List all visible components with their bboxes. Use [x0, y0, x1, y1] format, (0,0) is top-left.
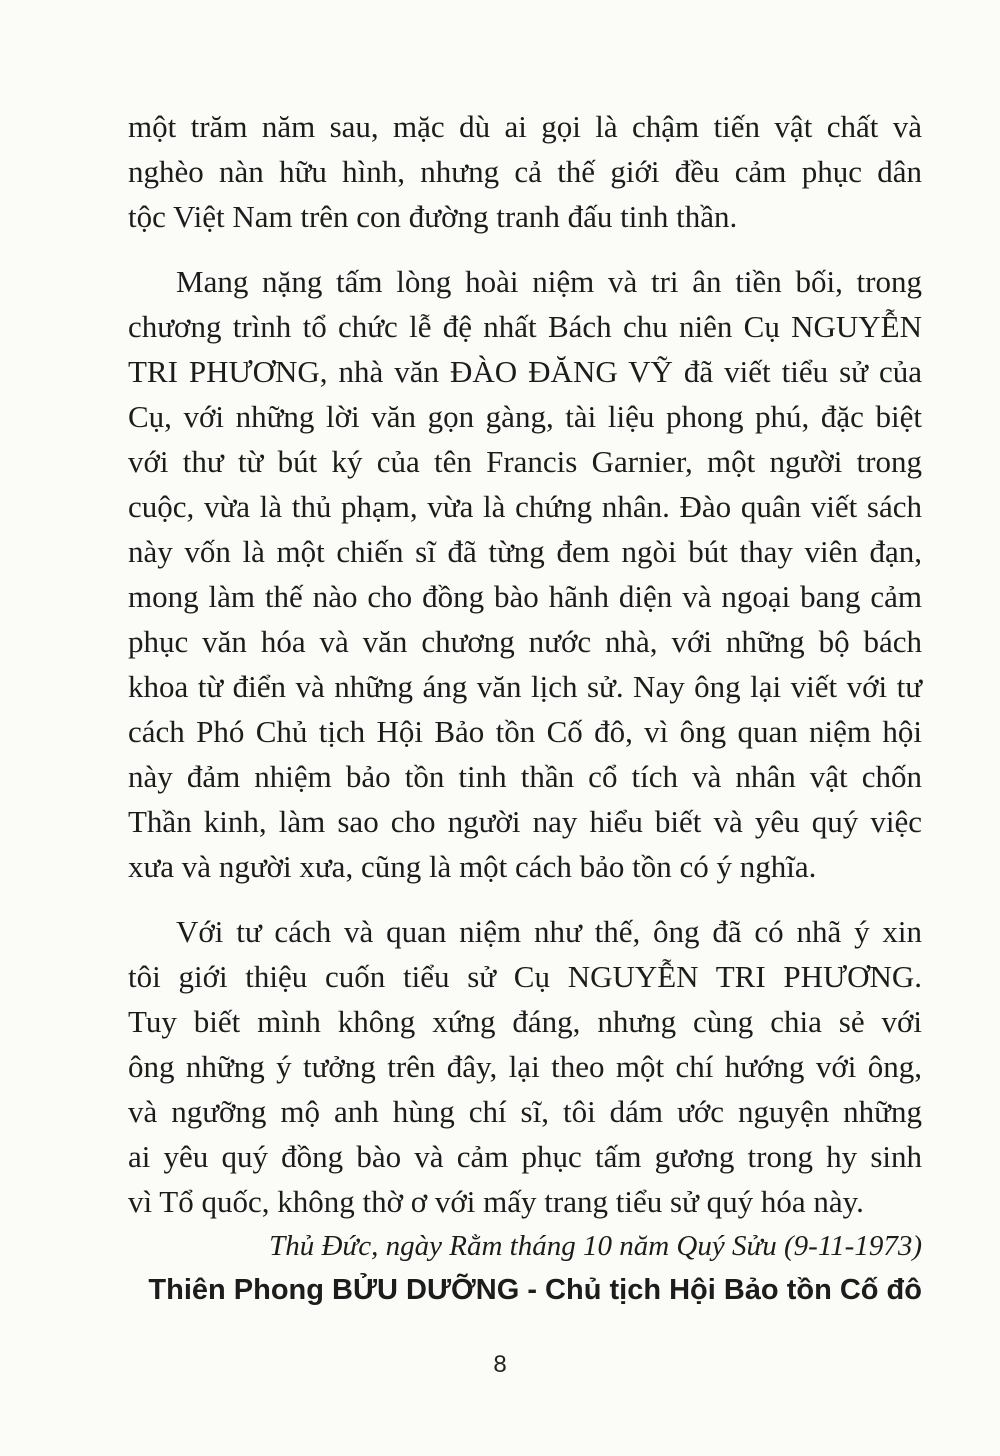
text-line: với thư từ bút ký của tên Francis Garnier, một người trong [128, 444, 922, 479]
text-line: TRI PHƯƠNG, nhà văn ĐÀO ĐĂNG VỸ đã viết tiểu sử của [128, 354, 922, 389]
text-line: tôi giới thiệu cuốn tiểu sử Cụ NGUYỄN TRI PHƯƠNG. [128, 959, 922, 994]
author-signature: Thiên Phong BỬU DƯỠNG - Chủ tịch Hội Bảo tồn Cố đô [148, 1274, 922, 1306]
text-line: này vốn là một chiến sĩ đã từng đem ngòi bút thay viên đạn, [128, 534, 922, 569]
page-number: 8 [493, 1351, 507, 1378]
text-line: nghèo nàn hữu hình, nhưng cả thế giới đều cảm phục dân [128, 154, 922, 189]
text-line: Cụ, với những lời văn gọn gàng, tài liệu phong phú, đặc biệt [128, 399, 922, 434]
text-line: và ngưỡng mộ anh hùng chí sĩ, tôi dám ước nguyện những [128, 1094, 922, 1129]
text-line: Mang nặng tấm lòng hoài niệm và tri ân tiền bối, trong [176, 264, 922, 299]
text-line: một trăm năm sau, mặc dù ai gọi là chậm tiến vật chất và [128, 109, 922, 144]
text-line: ông những ý tưởng trên đây, lại theo một chí hướng với ông, [128, 1049, 922, 1084]
paragraph-closing [128, 104, 922, 239]
paragraph-introduction-request [128, 909, 922, 1224]
text-line: Tuy biết mình không xứng đáng, nhưng cùng chia sẻ với [128, 1004, 922, 1039]
text-line: khoa từ điển và những áng văn lịch sử. Nay ông lại viết với tư [128, 669, 922, 704]
text-line: Với tư cách và quan niệm như thế, ông đã có nhã ý xin [176, 914, 922, 949]
text-line: cách Phó Chủ tịch Hội Bảo tồn Cố đô, vì ông quan niệm hội [128, 714, 922, 749]
text-line: này đảm nhiệm bảo tồn tinh thần cổ tích và nhân vật chốn [128, 759, 922, 794]
text-line: Thần kinh, làm sao cho người nay hiểu biết và yêu quý việc [128, 804, 922, 839]
text-line: mong làm thế nào cho đồng bào hãnh diện và ngoại bang cảm [128, 579, 922, 614]
text-line: ai yêu quý đồng bào và cảm phục tấm gương trong hy sinh [128, 1139, 922, 1174]
text-line: cuộc, vừa là thủ phạm, vừa là chứng nhân. Đào quân viết sách [128, 489, 922, 524]
text-line: vì Tổ quốc, không thờ ơ với mấy trang tiểu sử quý hóa này. [128, 1184, 864, 1219]
text-line: tộc Việt Nam trên con đường tranh đấu tinh thần. [128, 199, 738, 234]
paragraph-author-intro [128, 259, 922, 889]
page-body [128, 104, 922, 1312]
date-place-line: Thủ Đức, ngày Rằm tháng 10 năm Quý Sửu (9-11-1973) [269, 1230, 922, 1262]
text-line: phục văn hóa và văn chương nước nhà, với những bộ bách [128, 624, 922, 659]
text-line: chương trình tổ chức lễ đệ nhất Bách chu niên Cụ NGUYỄN [128, 309, 922, 344]
text-line: xưa và người xưa, cũng là một cách bảo tồn có ý nghĩa. [128, 849, 817, 884]
